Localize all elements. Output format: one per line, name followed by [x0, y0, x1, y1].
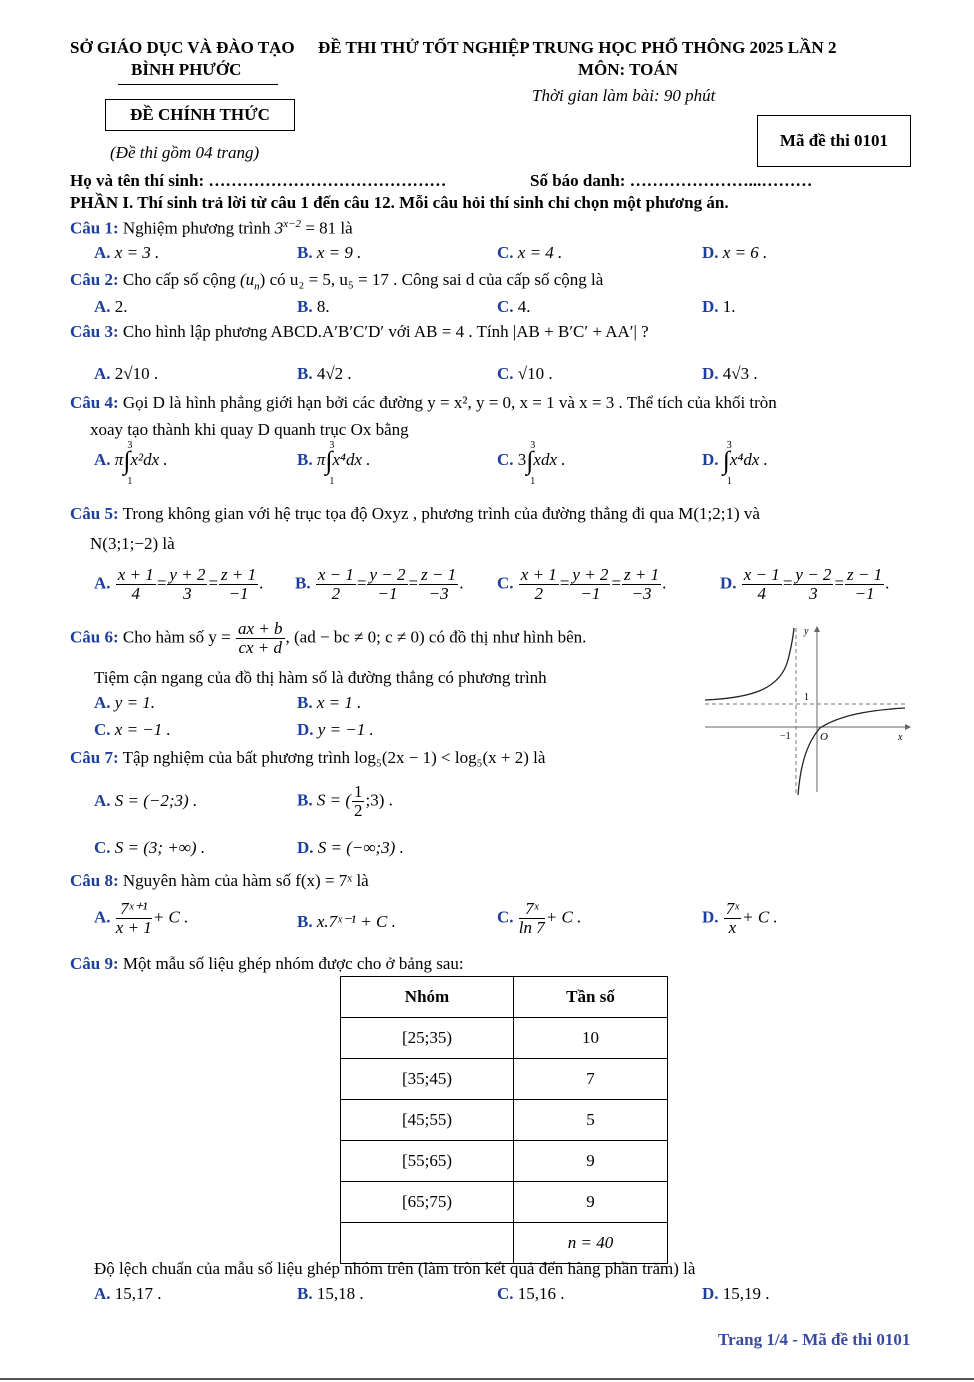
q7-option-d[interactable] — [297, 838, 404, 858]
q2-text: Cho cấp số cộng — [122, 270, 236, 289]
q6-option-a[interactable] — [94, 693, 155, 713]
fraction — [367, 566, 407, 603]
opt-text: x = 9 . — [316, 243, 362, 262]
q1-option-c[interactable] — [497, 243, 562, 263]
opt-text: √10 . — [517, 364, 553, 383]
table-row — [341, 1182, 668, 1223]
q7-option-b[interactable] — [297, 783, 393, 820]
opt-label: A. — [94, 573, 111, 593]
opt-label: A. — [94, 243, 111, 262]
opt-label: A. — [94, 907, 111, 927]
denominator: −1 — [854, 584, 875, 603]
exam-title: ĐỀ THI THỬ TỐT NGHIỆP TRUNG HỌC PHỔ THÔNG 2025 LẦN 2 — [318, 38, 837, 57]
q1-option-a[interactable] — [94, 243, 159, 263]
q3-label: Câu 3: — [70, 322, 119, 341]
opt-label: A. — [94, 693, 111, 712]
opt-text-tail: + C . — [152, 907, 189, 927]
candidate-name: Họ và tên thí sinh: …………………………………… — [70, 171, 447, 190]
opt-label: C. — [497, 573, 514, 593]
frequency-cell: 5 — [514, 1100, 668, 1141]
upper-limit: 3 — [726, 440, 732, 451]
numerator: ax + b — [237, 619, 283, 638]
integral-sign: ∫ 3 1 — [325, 440, 335, 487]
opt-label: B. — [297, 243, 313, 262]
fraction — [116, 566, 156, 603]
fraction — [570, 566, 610, 603]
tick-neg-one: −1 — [780, 731, 791, 742]
opt-label: C. — [497, 364, 514, 383]
opt-text: 4√3 . — [722, 364, 758, 383]
q6-cond: , (ad − bc ≠ 0; c ≠ 0) có đồ thị như hình bên. — [285, 627, 587, 647]
q2-option-c[interactable] — [497, 297, 531, 317]
q5-option-c[interactable]: C. $\frac{x + 1}{2}$ = $\frac{y + 2}{-1}$ = $\frac{z + 1}{-3}$ . — [497, 565, 667, 603]
fraction — [352, 783, 365, 820]
q2-option-a[interactable] — [94, 297, 128, 317]
q4-option-c[interactable] — [497, 440, 566, 496]
fraction — [742, 566, 782, 603]
table-header-row — [341, 977, 668, 1018]
fraction — [519, 900, 545, 937]
q4-option-d[interactable] — [702, 440, 768, 496]
q1-tail: là — [340, 218, 353, 238]
q2-sub: n — [254, 280, 260, 293]
question-4 — [70, 393, 777, 413]
fraction — [845, 566, 884, 603]
numerator: x − 1 — [317, 565, 354, 584]
opt-label: D. — [702, 907, 719, 927]
opt-label: D. — [297, 720, 314, 739]
denominator: 2 — [353, 801, 363, 820]
opt-label: A. — [94, 449, 111, 469]
opt-label: A. — [94, 297, 111, 316]
table-row — [341, 1059, 668, 1100]
q3-text: Cho hình lập phương ABCD.A′B′C′D′ với AB = 4 . Tính |AB + B′C′ + AA′| ? — [122, 322, 649, 341]
opt-label: B. — [297, 912, 313, 931]
opt-label: D. — [702, 1284, 719, 1303]
fraction — [219, 566, 258, 603]
upper-limit: 3 — [329, 440, 335, 451]
header-rule — [118, 84, 278, 85]
opt-label: B. — [297, 364, 313, 383]
question-2: Câu 2: Cho cấp số cộng $(u_n)$ có u₂ = 5, u₅ = 17 . Công sai d của cấp số cộng là — [70, 270, 604, 293]
opt-label: B. — [297, 790, 313, 810]
frequency-cell: 9 — [514, 1182, 668, 1223]
fraction — [793, 566, 833, 603]
bottom-divider — [0, 1378, 974, 1380]
q8-text: Nguyên hàm của hàm số f(x) = 7ˣ là — [122, 871, 369, 890]
group-cell: [65;75) — [341, 1182, 514, 1223]
q1-base: 3 — [274, 218, 284, 238]
curve-left-branch — [705, 628, 794, 700]
q9-text-line2: Độ lệch chuẩn của mẫu số liệu ghép nhóm trên (làm tròn kết quả đến hàng phần trăm) là — [94, 1259, 696, 1278]
opt-label: B. — [297, 693, 313, 712]
opt-label: D. — [702, 297, 719, 316]
lower-limit: 1 — [329, 476, 335, 487]
denominator: −1 — [228, 584, 249, 603]
q4-text-line2: xoay tạo thành khi quay D quanh trục Ox bằng — [90, 420, 409, 439]
opt-text: 15,19 . — [722, 1284, 770, 1303]
question-5 — [70, 504, 760, 524]
q5-text-line2: N(3;1;−2) là — [90, 534, 175, 553]
denominator: −3 — [631, 584, 652, 603]
denominator: x + 1 — [115, 918, 152, 937]
question-9 — [70, 954, 464, 974]
opt-text: 4. — [517, 297, 531, 316]
official-box — [105, 99, 295, 131]
q5-option-a[interactable]: A. $\frac{x + 1}{4}$ = $\frac{y + 2}{3}$ = $\frac{z + 1}{-1}$ . — [94, 565, 264, 603]
denominator: x — [728, 918, 737, 937]
denominator: 4 — [131, 584, 141, 603]
opt-text: x.7ˣ⁻¹ + C . — [316, 912, 396, 931]
y-label: y — [804, 626, 809, 637]
numerator: z + 1 — [221, 565, 257, 584]
opt-text-tail: + C . — [545, 907, 582, 927]
opt-text: x²dx . — [130, 449, 168, 469]
opt-label: C. — [497, 243, 514, 262]
opt-label: A. — [94, 1284, 111, 1303]
q2-option-d[interactable] — [702, 297, 736, 317]
opt-text: x = 6 . — [722, 243, 768, 262]
lower-limit: 1 — [127, 476, 133, 487]
denominator: cx + d — [238, 638, 283, 657]
opt-text-tail: + C . — [742, 907, 778, 927]
opt-coef: π — [316, 449, 326, 469]
numerator: y − 2 — [369, 565, 406, 584]
opt-label: C. — [497, 297, 514, 316]
q6-option-b[interactable] — [297, 693, 361, 713]
header-frequency: Tần số — [514, 977, 668, 1018]
frequency-table — [340, 976, 668, 1264]
opt-label: D. — [720, 573, 737, 593]
opt-text: S = ( — [316, 790, 351, 810]
group-cell — [341, 1223, 514, 1264]
integral-sign: ∫ 3 1 — [123, 440, 133, 487]
group-cell: [55;65) — [341, 1141, 514, 1182]
numerator: x + 1 — [520, 565, 557, 584]
denominator: 3 — [183, 584, 192, 603]
q1-option-b[interactable] — [297, 243, 361, 263]
x-label: x — [898, 732, 903, 743]
q3-option-a[interactable] — [94, 364, 158, 384]
frequency-cell: 9 — [514, 1141, 668, 1182]
page-count: (Đề thi gồm 04 trang) — [110, 143, 260, 162]
denominator: 3 — [809, 584, 818, 603]
q3-option-c[interactable] — [497, 364, 553, 384]
q4-text: Gọi D là hình phẳng giới hạn bởi các đường y = x², y = 0, x = 1 và x = 3 . Thể tích của khối tròn — [122, 393, 777, 412]
q7-text: Tập nghiệm của bất phương trình log₅(2x − 1) < log₅(x + 2) là — [122, 748, 546, 767]
opt-text: x = 4 . — [517, 243, 563, 262]
fraction — [622, 566, 661, 603]
fraction — [236, 620, 285, 657]
opt-text-tail: ;3) . — [365, 790, 393, 810]
fraction — [116, 900, 152, 937]
q9-option-c[interactable] — [497, 1284, 565, 1304]
table-row — [341, 1141, 668, 1182]
opt-text: x = 1 . — [316, 693, 362, 712]
denominator: 4 — [757, 584, 767, 603]
q1-text: Nghiệm phương trình — [122, 218, 271, 238]
q5-label: Câu 5: — [70, 504, 119, 523]
numerator: y − 2 — [795, 565, 832, 584]
q9-option-a[interactable] — [94, 1284, 162, 1304]
opt-text: S = (−2;3) . — [114, 791, 198, 810]
q2-label: Câu 2: — [70, 270, 119, 289]
opt-text: y = −1 . — [317, 720, 374, 739]
opt-label: D. — [297, 838, 314, 857]
denominator: ln 7 — [518, 918, 545, 937]
numerator: 1 — [353, 782, 363, 801]
q9-text: Một mẫu số liệu ghép nhóm được cho ở bảng sau: — [122, 954, 464, 973]
opt-label: C. — [94, 838, 111, 857]
opt-coef: π — [114, 449, 124, 469]
q6-graph — [700, 620, 912, 798]
numerator: 7ˣ⁺¹ — [116, 900, 152, 919]
opt-text: S = (−∞;3) . — [317, 838, 404, 857]
q7-label: Câu 7: — [70, 748, 119, 767]
opt-label: C. — [497, 449, 514, 469]
q4-label: Câu 4: — [70, 393, 119, 412]
q8-option-b[interactable] — [297, 912, 396, 932]
opt-label: D. — [702, 449, 719, 469]
opt-text: x⁴dx . — [332, 449, 371, 469]
question-3 — [70, 322, 649, 342]
time-limit: Thời gian làm bài: 90 phút — [532, 86, 716, 105]
curve-right-branch — [798, 708, 905, 795]
question-7 — [70, 748, 545, 768]
opt-text: y = 1. — [114, 693, 156, 712]
opt-text: x = 3 . — [114, 243, 160, 262]
q8-option-d[interactable] — [702, 900, 778, 937]
q1-rhs: = 81 — [301, 218, 337, 238]
code-box — [757, 115, 911, 167]
q5-option-b[interactable]: B. $\frac{x - 1}{2}$ = $\frac{y - 2}{-1}$ = $\frac{z - 1}{-3}$ . — [295, 565, 464, 603]
province-name: BÌNH PHƯỚC — [131, 60, 242, 79]
q8-label: Câu 8: — [70, 871, 119, 890]
fraction — [167, 566, 207, 603]
denominator: −1 — [580, 584, 601, 603]
q8-option-a[interactable] — [94, 900, 188, 937]
integral-sign: ∫ 3 1 — [722, 440, 732, 487]
q2-seq: (u — [240, 270, 255, 289]
lower-limit: 1 — [726, 476, 732, 487]
integral-sign: ∫ 3 1 — [526, 440, 536, 487]
q2-mid: có u₂ = 5, u₅ = 17 . Công sai d của cấp số cộng là — [269, 270, 604, 289]
origin-label: O — [820, 731, 828, 743]
opt-text: 4√2 . — [316, 364, 352, 383]
q6-option-d[interactable] — [297, 720, 374, 740]
opt-text: x = −1 . — [114, 720, 171, 739]
subject: MÔN: TOÁN — [578, 60, 678, 79]
header-group: Nhóm — [341, 977, 514, 1018]
opt-label: B. — [297, 449, 313, 469]
denominator: 2 — [331, 584, 341, 603]
q1-exp: x−2 — [283, 218, 302, 230]
q3-option-b[interactable] — [297, 364, 352, 384]
opt-label: D. — [702, 243, 719, 262]
part-heading: PHẦN I. Thí sinh trả lời từ câu 1 đến câu 12. Mỗi câu hỏi thí sinh chỉ chọn một phương án. — [70, 193, 729, 212]
table-total-row — [341, 1223, 668, 1264]
q6-label: Câu 6: — [70, 627, 119, 647]
q2-option-b[interactable] — [297, 297, 330, 317]
q5-option-d[interactable]: D. $\frac{x - 1}{4}$ = $\frac{y - 2}{3}$ = $\frac{z - 1}{-1}$ . — [720, 565, 890, 603]
exam-code: Mã đề thi 0101 — [779, 131, 889, 150]
opt-text: x⁴dx . — [729, 449, 768, 469]
candidate-id: Số báo danh: …………………...……… — [530, 171, 813, 190]
y-axis-arrow — [814, 626, 820, 632]
numerator: 7ˣ — [519, 900, 545, 919]
numerator: z − 1 — [421, 565, 457, 584]
q9-option-b[interactable] — [297, 1284, 364, 1304]
q1-option-d[interactable] — [702, 243, 767, 263]
q9-label: Câu 9: — [70, 954, 119, 973]
numerator: y + 2 — [169, 565, 206, 584]
opt-label: B. — [297, 297, 313, 316]
opt-text: xdx . — [533, 449, 566, 469]
q7-option-c[interactable] — [94, 838, 205, 858]
frequency-cell: 7 — [514, 1059, 668, 1100]
question-1 — [70, 218, 353, 239]
q6-option-c[interactable] — [94, 720, 171, 740]
fraction — [724, 900, 741, 937]
opt-text: 15,17 . — [114, 1284, 162, 1303]
q6-text: Cho hàm số y = — [122, 627, 231, 647]
numerator: z + 1 — [624, 565, 660, 584]
fraction — [316, 566, 356, 603]
frequency-cell: 10 — [514, 1018, 668, 1059]
numerator: x + 1 — [117, 565, 154, 584]
upper-limit: 3 — [530, 440, 536, 451]
opt-text: 8. — [316, 297, 330, 316]
opt-label: C. — [497, 1284, 514, 1303]
q4-option-a[interactable] — [94, 440, 168, 496]
q3-option-d[interactable] — [702, 364, 758, 384]
group-cell: [45;55) — [341, 1100, 514, 1141]
lower-limit: 1 — [530, 476, 536, 487]
numerator: z − 1 — [847, 565, 883, 584]
denominator: 2 — [534, 584, 544, 603]
q8-option-c[interactable] — [497, 900, 581, 937]
q9-option-d[interactable] — [702, 1284, 770, 1304]
numerator: x − 1 — [743, 565, 780, 584]
fraction — [519, 566, 559, 603]
total-cell: n = 40 — [514, 1223, 668, 1264]
opt-label: A. — [94, 791, 111, 810]
opt-text: 2√10 . — [114, 364, 159, 383]
group-cell: [35;45) — [341, 1059, 514, 1100]
opt-label: B. — [295, 573, 311, 593]
q4-option-b[interactable] — [297, 440, 371, 496]
x-axis-arrow — [905, 724, 911, 730]
opt-coef: 3 — [517, 449, 527, 469]
denominator: −3 — [428, 584, 449, 603]
dept-name: SỞ GIÁO DỤC VÀ ĐÀO TẠO — [70, 38, 295, 57]
opt-label: A. — [94, 364, 111, 383]
table-row — [341, 1018, 668, 1059]
numerator: 7ˣ — [725, 899, 740, 918]
opt-text: 15,18 . — [316, 1284, 364, 1303]
opt-text: 2. — [114, 297, 128, 316]
q6-text-line2: Tiệm cận ngang của đồ thị hàm số là đường thẳng có phương trình — [94, 668, 547, 687]
opt-text: S = (3; +∞) . — [114, 838, 206, 857]
opt-label: B. — [297, 1284, 313, 1303]
upper-limit: 3 — [127, 440, 133, 451]
page-footer: Trang 1/4 - Mã đề thi 0101 — [718, 1330, 911, 1349]
official-label: ĐỀ CHÍNH THỨC — [130, 105, 270, 124]
q1-label: Câu 1: — [70, 218, 119, 238]
fraction — [419, 566, 458, 603]
q5-text: Trong không gian với hệ trục tọa độ Oxyz , phương trình của đường thẳng đi qua M(1;2;1) và — [122, 504, 760, 523]
denominator: −1 — [377, 584, 398, 603]
tick-one: 1 — [804, 692, 809, 703]
opt-label: C. — [497, 907, 514, 927]
numerator: y + 2 — [572, 565, 609, 584]
q7-option-a[interactable] — [94, 791, 197, 811]
table-row — [341, 1100, 668, 1141]
opt-label: D. — [702, 364, 719, 383]
opt-text: 1. — [722, 297, 736, 316]
opt-text: 15,16 . — [517, 1284, 565, 1303]
question-8 — [70, 871, 369, 891]
question-6 — [70, 620, 586, 657]
group-cell: [25;35) — [341, 1018, 514, 1059]
opt-label: C. — [94, 720, 111, 739]
